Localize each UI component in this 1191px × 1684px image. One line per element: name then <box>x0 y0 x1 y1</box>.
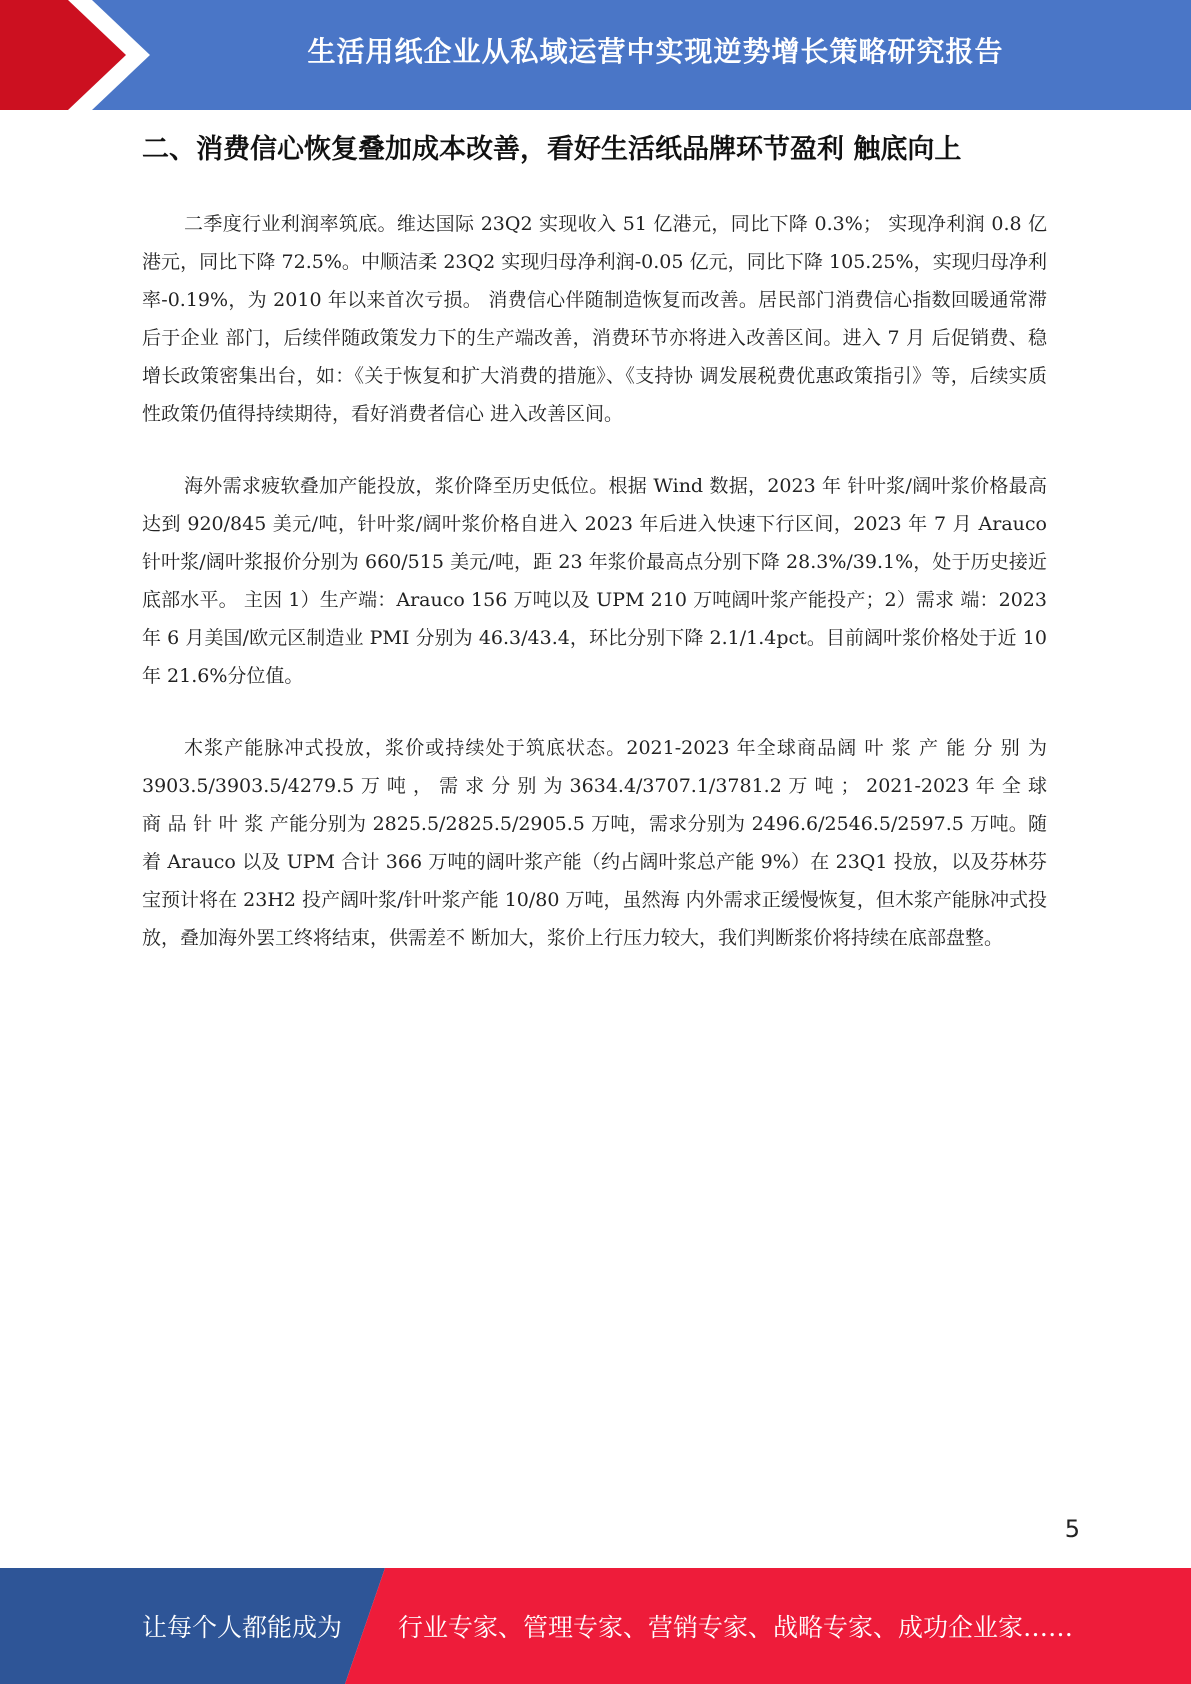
page-number: 5 <box>1064 1515 1080 1543</box>
footer-banner <box>0 1568 1191 1684</box>
footer-slogan-right: 行业专家、管理专家、营销专家、战略专家、成功企业家…… <box>398 1613 1074 1642</box>
paragraph: 海外需求疲软叠加产能投放，浆价降至历史低位。根据 Wind 数据，2023 年 针叶浆/阔叶浆价格最高达到 920/845 美元/吨，针叶浆/阔叶浆价格自进入 2023 年后进入快速下行区间，2023 年 7 月 Arauco 针叶浆/阔叶浆报价分别为 660/515 美元/吨，距 23 年浆价最高点分别下降 28.3%/39.1%，处于历史接近底部水平。 主因 1）生产端：Arauco 156 万吨以及 UPM 210 万吨阔叶浆产能投产；2）需求 端：2023 年 6 月美国/欧元区制造业 PMI 分别为 46.3/43.4，环比分别下降 2.1/1.4pct。目前阔叶浆价格处于近 10 年 21.6%分位值。 <box>142 475 1047 687</box>
footer-slogan-left: 让每个人都能成为 <box>142 1613 343 1642</box>
chevron-arrow-icon <box>0 0 160 110</box>
body-content <box>142 205 1047 991</box>
paragraph: 木浆产能脉冲式投放，浆价或持续处于筑底状态。2021-2023 年全球商品阔 叶 浆 产 能 分 别 为 3903.5/3903.5/4279.5 万 吨 ， 需 求 分 别 为 3634.4/3707.1/3781.2 万 吨 ； 2021-2023 年 全 球 商 品 针 叶 浆 产能分别为 2825.5/2825.5/2905.5 万吨，需求分别为 2496.6/2546.5/2597.5 万吨。随着 Arauco 以及 UPM 合计 366 万吨的阔叶浆产能（约占阔叶浆总产能 9%）在 23Q1 投放，以及芬林芬宝预计将在 23H2 投产阔叶浆/针叶浆产能 10/80 万吨，虽然海 内外需求正缓慢恢复，但木浆产能脉冲式投放，叠加海外罢工终将结束，供需差不 断加大，浆价上行压力较大，我们判断浆价将持续在底部盘整。 <box>142 737 1047 949</box>
report-title: 生活用纸企业从私域运营中实现逆势增长策略研究报告 <box>307 35 1004 68</box>
paragraph: 二季度行业利润率筑底。维达国际 23Q2 实现收入 51 亿港元，同比下降 0.3%； 实现净利润 0.8 亿港元，同比下降 72.5%。中顺洁柔 23Q2 实现归母净利润-0.05 亿元，同比下降 105.25%，实现归母净利率-0.19%，为 2010 年以来首次亏损。 消费信心伴随制造恢复而改善。居民部门消费信心指数回暖通常滞后于企业 部门，后续伴随政策发力下的生产端改善，消费环节亦将进入改善区间。进入 7 月 后促销费、稳增长政策密集出台，如：《关于恢复和扩大消费的措施》、《支持协 调发展税费优惠政策指引》等，后续实质性政策仍值得持续期待，看好消费者信心 进入改善区间。 <box>142 213 1047 425</box>
header-banner <box>0 0 1191 110</box>
section-heading: 二、消费信心恢复叠加成本改善，看好生活纸品牌环节盈利 触底向上 <box>142 134 962 165</box>
